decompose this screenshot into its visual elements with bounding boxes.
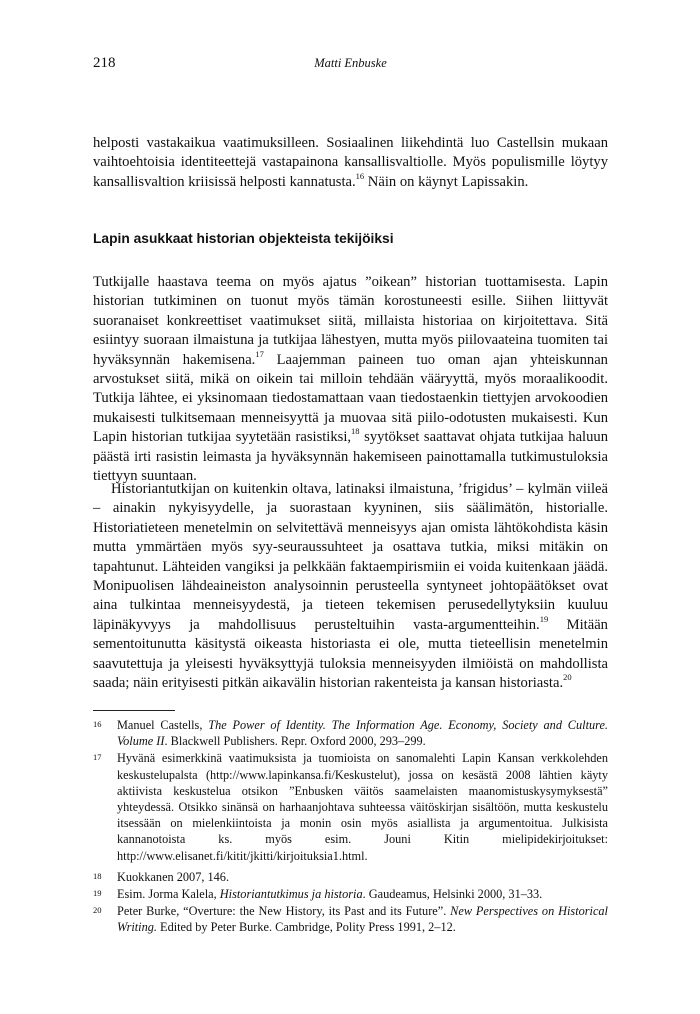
paragraph-text: helposti vastakaikua vaatimuksilleen. Sosiaalinen liikehdintä luo Castellsin mukaan vaihtoehtoisia identiteettejä vastapainona kansallisvaltiolle. Myös populismille löytyy kansallisvaltion kriisissä helposti kannatusta. — [93, 135, 608, 190]
footnote-reference[interactable]: 20 — [563, 672, 572, 683]
paragraph-section-2 — [93, 480, 608, 693]
section-heading: Lapin asukkaat historian objekteista tekijöiksi — [93, 231, 394, 246]
paragraph-text: syytökset saattavat ohjata tutkijaa haluun päästä irti rasistin leimasta ja hyväksynnän hakemiseen painottamalla tutkimustuloksia tiettyyn suuntaan. — [93, 429, 609, 485]
book-page — [93, 0, 608, 1014]
footnote-text: . Blackwell Publishers. Repr. Oxford 2000, 293–299. — [164, 734, 426, 749]
footnote-text: Edited by Peter Burke. Cambridge, Polity Press 1991, 2–12. — [156, 920, 456, 935]
footnote-reference[interactable]: 18 — [351, 426, 360, 437]
footnote-16 — [93, 717, 608, 749]
footnote-19 — [93, 886, 608, 902]
footnote-17 — [93, 750, 608, 863]
footnotes-section — [93, 717, 608, 937]
footnote-text: . Gaudeamus, Helsinki 2000, 31–33. — [362, 887, 543, 902]
footnote-title: New Perspectives on Historical Writing. — [117, 904, 608, 935]
footnote-text: Hyvänä esimerkkinä vaatimuksista ja tuomioista on sanomalehti Lapin Kansan verkkolehden keskustelupalsta (http://www.lapinkansa.fi/Keskustelut), jossa on kesästä 2008 lähtien käyty aktiivista keskustelua otsikon ”Enbusken väitös saamelaisten maanomistuskysymyksestä” yhteydessä. Otsikko sinänsä on harhaanjohtava suhteessa väitöskirjan sisältöön, mutta keskustelu itsessään on mielenkiintoista ja monin osin myös asiallista ja argumentoitua. Julkisista kannanotoista ks. myös esim. Jouni Kitin mielipidekirjoitukset: http://www.elisanet.fi/kitit/jkitti/kirjoituksia1.html. — [117, 751, 608, 863]
footnote-text: Kuokkanen 2007, 146. — [117, 869, 230, 884]
footnote-title: The Power of Identity. The Information Age. Economy, Society and Culture. Volume II — [117, 718, 608, 749]
footnote-number: 17 — [93, 752, 102, 763]
footnote-reference[interactable]: 19 — [539, 613, 549, 624]
footnote-18 — [93, 869, 608, 885]
paragraph-text: Näin on käynyt Lapissakin. — [364, 173, 529, 190]
paragraph-text: Laajemman paineen tuo oman ajan yhteiskunnan arvostukset siitä, mikä on oikein tai milloin tehdään vääryyttä, myös moraalikoodit. Tutkija lähtee, ei yksinomaan tiedostamattaan vaan tiedostaenkin tiettyjen arvokoodien mukaisesti tulkitsemaan menneisyyttä ja muovaa sitä piilo-odotusten mukaisesti. Kun Lapin historian tutkijaa syytetään rasistiksi, — [93, 351, 608, 446]
footnote-text: Esim. Jorma Kalela, — [117, 887, 220, 902]
footnote-reference[interactable]: 16 — [355, 170, 365, 181]
footnote-number: 19 — [93, 888, 102, 899]
footnote-number: 20 — [93, 905, 102, 916]
page-number: 218 — [93, 55, 116, 71]
footnote-title: Historiantutkimus ja historia — [219, 887, 363, 902]
footnote-number: 16 — [93, 719, 102, 729]
footnote-text: Peter Burke, “Overture: the New History, its Past and its Future”. — [117, 904, 451, 919]
footnote-reference[interactable]: 17 — [255, 348, 264, 359]
footnote-divider — [93, 710, 175, 711]
paragraph-text: Tutkijalle haastava teema on myös ajatus ”oikean” historian tuottamisesta. Lapin historian tutkiminen on tuonut myös tämän korostuneesti esille. Siihen liittyvät suoranaiset konkreettiset vaatimukset siitä, millaista historiaa on kirjoitettava. Sitä esiintyy suoraan ilmaistuna ja tutkijaa lähestyen, mutta myös piilovaateina tuomiten tai hyväksynnän hakemisena. — [93, 274, 608, 368]
paragraph-text: Historiantutkijan on kuitenkin oltava, latinaksi ilmaistuna, ’frigidus’ – kylmän viileä – ainakin nykyisyydelle, ja suorastaan kyyninen, siis säälimätön, historialle. Historiatieteen menetelmin on selvitettävä menneisyys ajan omista lähtökohdista käsin mutta ymmärtäen myös syy-seuraussuhteet ja osattava tutkia, miksi mitäkin on tapahtunut. Lähteiden vangiksi ja pelkkään faktaempirismiin ei voida kuitenkaan jäädä. Monipuolisen lähdeaineiston analysoinnin perusteella syntyneet johtopäätökset ovat aina tulkintaa menneisyydestä, ja tieteen tekemisen perusedellytyksiin kuuluu läpinäkyvyys ja mahdollisuus perusteltuihin vasta-argumentteihin. — [93, 481, 608, 633]
paragraph-intro — [93, 134, 608, 192]
running-head-author: Matti Enbuske — [314, 56, 387, 70]
paragraph-section-1 — [93, 273, 608, 486]
footnote-20 — [93, 903, 608, 935]
paragraph-text: Mitään sementoitunutta käsitystä oikeasta historiasta ei ole, mutta tieteellisin menetelmin saavutettuja ja yleisesti hyväksyttyjä tuloksia menneisyyden ilmiöistä on mahdollista saada; näin erityisesti pitkän aikavälin historian rakenteista ja kansan historiasta. — [93, 616, 608, 692]
footnote-text: Manuel Castells, — [117, 718, 209, 732]
footnote-number: 18 — [93, 870, 102, 881]
page-header — [93, 55, 608, 77]
